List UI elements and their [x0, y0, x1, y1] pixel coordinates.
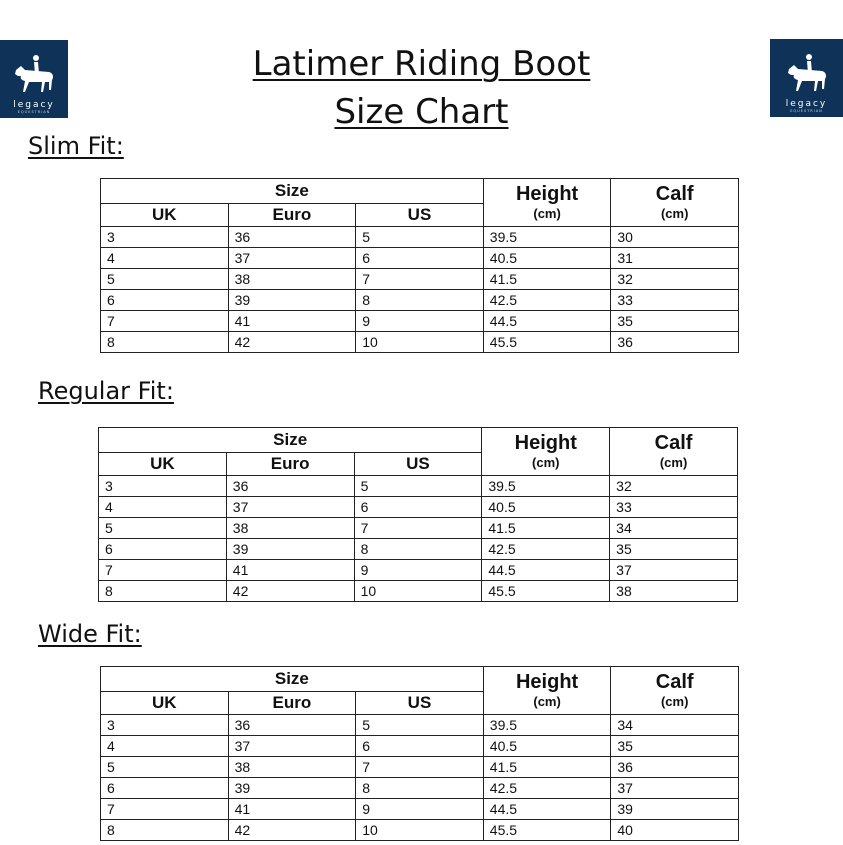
calf-cell: 33	[610, 497, 738, 518]
calf-cell: 36	[611, 757, 739, 778]
calf-cell: 39	[611, 799, 739, 820]
logo-brand-text: legacy	[13, 100, 55, 110]
us-cell: 6	[356, 248, 484, 269]
euro-cell: 36	[226, 476, 354, 497]
us-cell: 6	[354, 497, 482, 518]
euro-header: Euro	[228, 692, 356, 715]
uk-cell: 5	[101, 757, 229, 778]
height-cell: 45.5	[483, 820, 611, 841]
uk-cell: 8	[101, 820, 229, 841]
height-cell: 45.5	[482, 581, 610, 602]
calf-unit: (cm)	[660, 206, 689, 221]
us-cell: 9	[356, 311, 484, 332]
euro-cell: 41	[228, 311, 356, 332]
calf-cell: 37	[610, 560, 738, 581]
uk-header: UK	[99, 453, 227, 476]
height-cell: 39.5	[482, 476, 610, 497]
table-row	[101, 820, 739, 841]
calf-label: Calf	[655, 183, 694, 205]
calf-cell: 32	[611, 269, 739, 290]
table-row	[99, 581, 738, 602]
uk-cell: 3	[101, 715, 229, 736]
euro-header: Euro	[226, 453, 354, 476]
table-row	[99, 560, 738, 581]
uk-header: UK	[101, 692, 229, 715]
uk-cell: 5	[101, 269, 229, 290]
height-cell: 42.5	[483, 778, 611, 799]
calf-cell: 33	[611, 290, 739, 311]
height-cell: 39.5	[483, 227, 611, 248]
calf-unit: (cm)	[659, 455, 688, 470]
calf-header	[611, 667, 739, 715]
table-row	[101, 736, 739, 757]
us-header: US	[356, 204, 484, 227]
euro-cell: 42	[226, 581, 354, 602]
height-unit: (cm)	[532, 455, 560, 470]
page-subtitle: Size Chart	[334, 92, 509, 132]
uk-cell: 4	[101, 248, 229, 269]
uk-cell: 3	[101, 227, 229, 248]
slim-fit-table	[100, 178, 739, 353]
euro-cell: 37	[226, 497, 354, 518]
calf-cell: 35	[611, 311, 739, 332]
height-cell: 45.5	[483, 332, 611, 353]
us-cell: 9	[356, 799, 484, 820]
uk-cell: 8	[101, 332, 229, 353]
logo-sub-text: EQUESTRIAN	[790, 109, 823, 113]
calf-cell: 34	[611, 715, 739, 736]
table-row	[101, 799, 739, 820]
table-row	[101, 332, 739, 353]
calf-cell: 34	[610, 518, 738, 539]
euro-cell: 42	[228, 332, 356, 353]
euro-cell: 38	[226, 518, 354, 539]
uk-cell: 7	[101, 799, 229, 820]
table-row	[99, 476, 738, 497]
us-cell: 7	[356, 757, 484, 778]
height-cell: 44.5	[482, 560, 610, 581]
height-cell: 42.5	[483, 290, 611, 311]
euro-cell: 42	[228, 820, 356, 841]
us-cell: 8	[356, 290, 484, 311]
uk-cell: 7	[99, 560, 227, 581]
table-row	[101, 227, 739, 248]
table-row	[101, 757, 739, 778]
table-row	[101, 311, 739, 332]
height-label: Height	[515, 671, 579, 693]
height-cell: 40.5	[482, 497, 610, 518]
euro-cell: 37	[228, 736, 356, 757]
us-cell: 8	[354, 539, 482, 560]
us-cell: 7	[354, 518, 482, 539]
height-cell: 40.5	[483, 248, 611, 269]
calf-label: Calf	[654, 432, 693, 454]
us-cell: 6	[356, 736, 484, 757]
table-row	[99, 539, 738, 560]
calf-header	[610, 428, 738, 476]
height-header	[483, 179, 611, 227]
euro-cell: 36	[228, 227, 356, 248]
us-cell: 5	[356, 227, 484, 248]
height-header	[483, 667, 611, 715]
table-row	[99, 497, 738, 518]
euro-header: Euro	[228, 204, 356, 227]
calf-cell: 32	[610, 476, 738, 497]
height-cell: 44.5	[483, 311, 611, 332]
table-row	[101, 269, 739, 290]
us-cell: 10	[354, 581, 482, 602]
calf-cell: 35	[610, 539, 738, 560]
calf-cell: 38	[610, 581, 738, 602]
size-header: Size	[101, 667, 484, 692]
euro-cell: 38	[228, 269, 356, 290]
wide-fit-table	[100, 666, 739, 841]
height-label: Height	[514, 432, 577, 454]
size-header: Size	[99, 428, 482, 453]
slim-fit-heading: Slim Fit:	[28, 132, 124, 160]
calf-cell: 35	[611, 736, 739, 757]
euro-cell: 39	[226, 539, 354, 560]
uk-cell: 6	[99, 539, 227, 560]
uk-cell: 5	[99, 518, 227, 539]
regular-fit-table	[98, 427, 738, 602]
table-row	[101, 715, 739, 736]
uk-cell: 6	[101, 778, 229, 799]
table-row	[101, 290, 739, 311]
us-cell: 10	[356, 820, 484, 841]
uk-header: UK	[101, 204, 229, 227]
euro-cell: 38	[228, 757, 356, 778]
us-cell: 8	[356, 778, 484, 799]
euro-cell: 41	[228, 799, 356, 820]
table-row	[101, 778, 739, 799]
height-cell: 41.5	[483, 757, 611, 778]
calf-cell: 31	[611, 248, 739, 269]
euro-cell: 39	[228, 290, 356, 311]
uk-cell: 4	[99, 497, 227, 518]
us-cell: 5	[354, 476, 482, 497]
euro-cell: 36	[228, 715, 356, 736]
calf-cell: 30	[611, 227, 739, 248]
us-header: US	[356, 692, 484, 715]
table-row	[99, 518, 738, 539]
uk-cell: 6	[101, 290, 229, 311]
height-cell: 40.5	[483, 736, 611, 757]
calf-header	[611, 179, 739, 227]
uk-cell: 7	[101, 311, 229, 332]
height-unit: (cm)	[533, 694, 561, 709]
height-cell: 41.5	[482, 518, 610, 539]
height-header	[482, 428, 610, 476]
height-cell: 44.5	[483, 799, 611, 820]
height-cell: 41.5	[483, 269, 611, 290]
regular-fit-heading: Regular Fit:	[38, 377, 174, 405]
logo-sub-text: EQUESTRIAN	[17, 110, 51, 114]
page-title: Latimer Riding Boot	[252, 44, 591, 84]
calf-cell: 36	[611, 332, 739, 353]
calf-unit: (cm)	[660, 694, 689, 709]
us-header: US	[354, 453, 482, 476]
calf-cell: 40	[611, 820, 739, 841]
euro-cell: 41	[226, 560, 354, 581]
us-cell: 9	[354, 560, 482, 581]
uk-cell: 3	[99, 476, 227, 497]
us-cell: 5	[356, 715, 484, 736]
us-cell: 7	[356, 269, 484, 290]
height-cell: 42.5	[482, 539, 610, 560]
calf-cell: 37	[611, 778, 739, 799]
euro-cell: 37	[228, 248, 356, 269]
table-row	[101, 248, 739, 269]
uk-cell: 4	[101, 736, 229, 757]
height-label: Height	[515, 183, 579, 205]
wide-fit-heading: Wide Fit:	[38, 620, 142, 648]
calf-label: Calf	[655, 671, 694, 693]
us-cell: 10	[356, 332, 484, 353]
size-header: Size	[101, 179, 484, 204]
height-cell: 39.5	[483, 715, 611, 736]
height-unit: (cm)	[533, 206, 561, 221]
logo-brand-text: legacy	[785, 99, 828, 109]
euro-cell: 39	[228, 778, 356, 799]
uk-cell: 8	[99, 581, 227, 602]
